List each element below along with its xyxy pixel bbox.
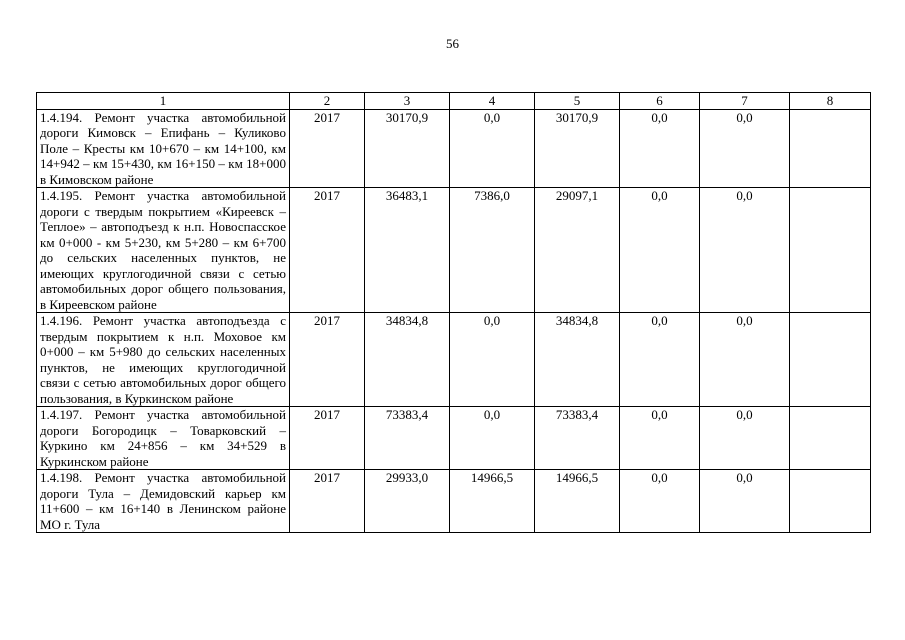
column-header: 1 [37,93,290,110]
value-cell: 36483,1 [365,188,450,313]
table-row [37,470,871,533]
value-cell: 0,0 [620,188,700,313]
table-row [37,188,871,313]
year-cell: 2017 [290,470,365,533]
header-row [37,93,871,110]
year-cell: 2017 [290,313,365,407]
column-header: 7 [700,93,790,110]
item-description: 1.4.195. Ремонт участка автомобильной дороги с твердым покрытием «Киреевск – Теплое» – автоподъезд к н.п. Новоспасское км 0+000 - км 5+230, км 5+280 – км 6+700 до сельских населенных пунктов, не имеющих круглогодичной связи с сетью автомобильных дорог общего пользования, в Киреевском районе [37,188,290,313]
value-cell: 30170,9 [535,109,620,188]
value-cell: 0,0 [620,407,700,470]
value-cell: 0,0 [450,407,535,470]
column-header: 3 [365,93,450,110]
value-cell: 0,0 [700,470,790,533]
value-cell: 0,0 [450,313,535,407]
value-cell: 0,0 [450,109,535,188]
empty-cell [790,470,871,533]
item-description: 1.4.196. Ремонт участка автоподъезда с твердым покрытием к н.п. Моховое км 0+000 – км 5+980 до сельских населенных пунктов, не имеющих круглогодичной связи с сетью автомобильных дорог общего пользования, в Куркинском районе [37,313,290,407]
budget-table [36,92,871,533]
value-cell: 0,0 [700,407,790,470]
table-row [37,313,871,407]
value-cell: 14966,5 [535,470,620,533]
value-cell: 30170,9 [365,109,450,188]
value-cell: 14966,5 [450,470,535,533]
value-cell: 73383,4 [535,407,620,470]
item-description: 1.4.194. Ремонт участка автомобильной дороги Кимовск – Епифань – Куликово Поле – Кресты км 10+670 – км 14+100, км 14+942 – км 15+430, км 16+150 – км 18+000 в Кимовском районе [37,109,290,188]
value-cell: 0,0 [620,470,700,533]
value-cell: 7386,0 [450,188,535,313]
value-cell: 0,0 [620,109,700,188]
empty-cell [790,109,871,188]
empty-cell [790,313,871,407]
empty-cell [790,407,871,470]
year-cell: 2017 [290,188,365,313]
year-cell: 2017 [290,109,365,188]
value-cell: 0,0 [620,313,700,407]
empty-cell [790,188,871,313]
value-cell: 29933,0 [365,470,450,533]
value-cell: 34834,8 [365,313,450,407]
year-cell: 2017 [290,407,365,470]
item-description: 1.4.197. Ремонт участка автомобильной дороги Богородицк – Товарковский – Куркино км 24+856 – км 34+529 в Куркинском районе [37,407,290,470]
column-header: 4 [450,93,535,110]
value-cell: 0,0 [700,313,790,407]
item-description: 1.4.198. Ремонт участка автомобильной дороги Тула – Демидовский карьер км 11+600 – км 16+140 в Ленинском районе МО г. Тула [37,470,290,533]
column-header: 8 [790,93,871,110]
table-row [37,407,871,470]
value-cell: 73383,4 [365,407,450,470]
value-cell: 29097,1 [535,188,620,313]
page-number: 56 [446,36,459,51]
column-header: 6 [620,93,700,110]
table-row [37,109,871,188]
value-cell: 34834,8 [535,313,620,407]
column-header: 5 [535,93,620,110]
value-cell: 0,0 [700,188,790,313]
column-header: 2 [290,93,365,110]
value-cell: 0,0 [700,109,790,188]
